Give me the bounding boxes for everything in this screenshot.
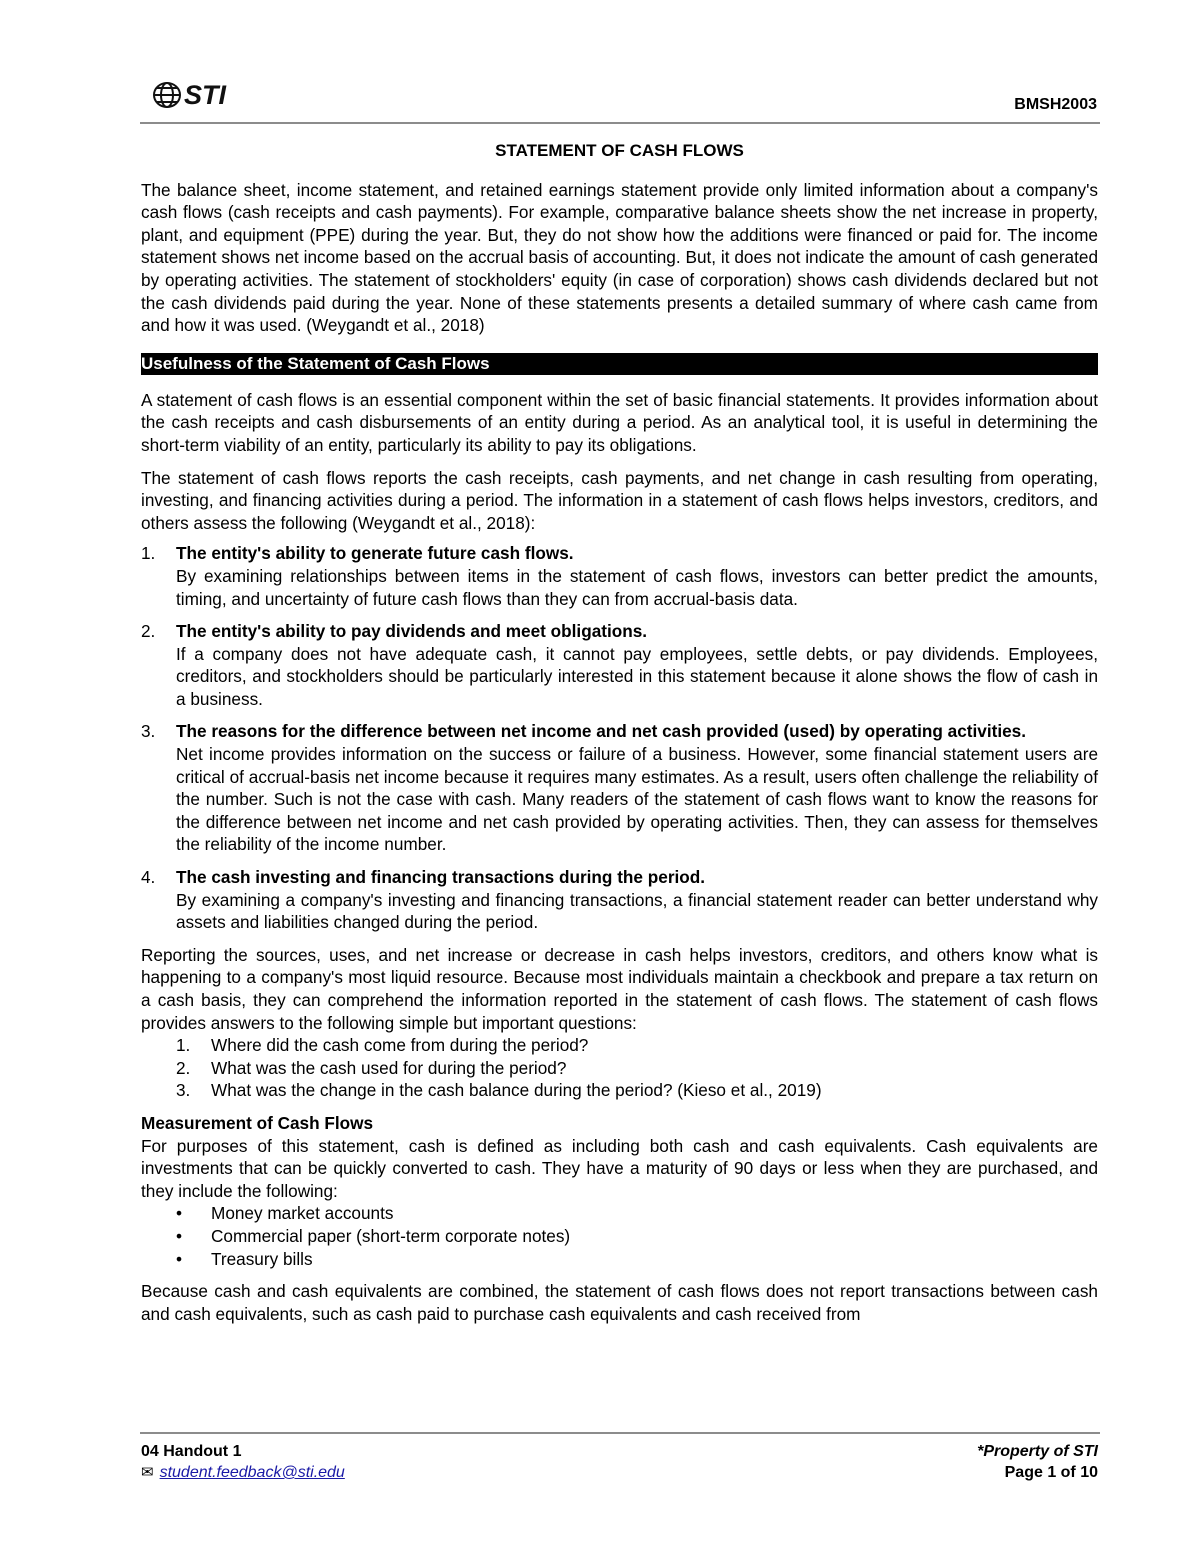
question-text: What was the cash used for during the period?: [211, 1057, 567, 1078]
bullet-icon: •: [176, 1248, 183, 1269]
bullet-list: [141, 1202, 1098, 1270]
subheading: Measurement of Cash Flows: [141, 1112, 374, 1133]
paragraph-2: The statement of cash flows reports the cash receipts, cash payments, and net change in cash resulting from operating, investing, and financing activities during a period. The information in a statement of cash flows helps investors, creditors, and others assess the following (Weygandt et al., 2018):: [141, 467, 1098, 533]
list-number: 4.: [141, 867, 156, 888]
question-list: [141, 1034, 1098, 1102]
bullet-item: [141, 1225, 1098, 1248]
question-item: [141, 1079, 1098, 1102]
list-number: 1.: [141, 543, 156, 564]
globe-icon: [152, 80, 186, 110]
paragraph-4: For purposes of this statement, cash is defined as including both cash and cash equivalents. Cash equivalents are investments that can be quickly converted to cash. They have a maturity of 90 days or less when they are purchased, and they include the following:: [141, 1135, 1098, 1201]
question-item: [141, 1034, 1098, 1057]
page-number: Page 1 of 10: [1004, 1464, 1098, 1481]
list-item: [141, 542, 1098, 610]
list-number: 2.: [141, 621, 156, 642]
bullet-icon: •: [176, 1225, 183, 1246]
header-divider: [140, 122, 1100, 124]
question-number: 3.: [176, 1080, 191, 1101]
feedback-email-row: [141, 1462, 345, 1483]
numbered-list: [141, 542, 1098, 934]
property-label: *Property of STI: [977, 1443, 1098, 1460]
list-item: [141, 620, 1098, 710]
list-item-description: Net income provides information on the success or failure of a business. However, some financial statement users are critical of accrual-basis net income because it requires many estimates. As a result, users often challenge the reliability of the number. Such is not the case with cash. Many readers of the statement of cash flows want to know the reasons for the difference between net income and net cash provided by operating activities. Then, they can assess for themselves the reliability of the income number.: [176, 744, 1098, 855]
list-item: [141, 866, 1098, 934]
bullet-text: Commercial paper (short-term corporate notes): [211, 1225, 571, 1246]
list-item-heading: The reasons for the difference between net income and net cash provided (used) by operating activities.: [176, 721, 1027, 742]
list-item-heading: The entity's ability to generate future cash flows.: [176, 543, 574, 564]
section-heading: [141, 353, 1098, 375]
bullet-icon: •: [176, 1203, 183, 1224]
document-title: STATEMENT OF CASH FLOWS: [495, 141, 744, 160]
question-number: 2.: [176, 1057, 191, 1078]
list-item-description: By examining relationships between items in the statement of cash flows, investors can better predict the amounts, timing, and uncertainty of future cash flows than they can from accrual-basis data.: [176, 565, 1098, 609]
bullet-text: Treasury bills: [211, 1248, 313, 1269]
course-code: BMSH2003: [1014, 96, 1097, 113]
question-item: [141, 1057, 1098, 1080]
bullet-item: [141, 1248, 1098, 1271]
paragraph-5: Because cash and cash equivalents are combined, the statement of cash flows does not report transactions between cash and cash equivalents, such as cash paid to purchase cash equivalents and cash received from: [141, 1281, 1098, 1324]
list-item-heading: The cash investing and financing transactions during the period.: [176, 867, 706, 888]
handout-label: 04 Handout 1: [141, 1443, 242, 1460]
sti-logo: [152, 78, 226, 112]
question-number: 1.: [176, 1035, 191, 1056]
list-item: [141, 720, 1098, 856]
footer-right: [977, 1441, 1098, 1483]
bullet-text: Money market accounts: [211, 1203, 394, 1224]
document-body: [141, 140, 1098, 1325]
envelope-icon: ✉: [141, 1464, 154, 1481]
footer-left: [141, 1441, 345, 1483]
paragraph-1: A statement of cash flows is an essential component within the set of basic financial statements. It provides information about the cash receipts and cash disbursements of an entity during a period. As an analytical tool, it is useful in determining the short-term viability of an entity, particularly its ability to pay its obligations.: [141, 389, 1098, 455]
question-text: What was the change in the cash balance during the period? (Kieso et al., 2019): [211, 1080, 822, 1101]
list-number: 3.: [141, 721, 156, 742]
intro-paragraph: The balance sheet, income statement, and retained earnings statement provide only limited information about a company's cash flows (cash receipts and cash payments). For example, comparative balance sheets show the net increase in property, plant, and equipment (PPE) during the year. But, they do not show how the additions were financed or paid for. The income statement shows net income based on the accrual basis of accounting. But, it does not indicate the amount of cash generated by operating activities. The statement of stockholders' equity (in case of corporation) shows cash dividends declared but not the cash dividends paid during the year. None of these statements presents a detailed summary of where cash came from and how it was used. (Weygandt et al., 2018): [141, 179, 1098, 336]
logo-text: STI: [184, 79, 227, 110]
list-item-heading: The entity's ability to pay dividends and meet obligations.: [176, 621, 648, 642]
question-text: Where did the cash come from during the period?: [211, 1035, 589, 1056]
footer-divider: [140, 1432, 1100, 1434]
feedback-email-link[interactable]: student.feedback@sti.edu: [159, 1464, 345, 1481]
paragraph-3: Reporting the sources, uses, and net increase or decrease in cash helps investors, creditors, and others know what is happening to a company's most liquid resource. Because most individuals maintain a checkbook and prepare a tax return on a cash basis, they can comprehend the information reported in the statement of cash flows. The statement of cash flows provides answers to the following simple but important questions:: [141, 944, 1098, 1033]
bullet-item: [141, 1202, 1098, 1225]
list-item-description: By examining a company's investing and financing transactions, a financial statement reader can better understand why assets and liabilities changed during the period.: [176, 889, 1098, 933]
section-heading-text: Usefulness of the Statement of Cash Flows: [141, 353, 490, 373]
list-item-description: If a company does not have adequate cash, it cannot pay employees, settle debts, or pay dividends. Employees, creditors, and stockholders should be particularly interested in this statement because it alone shows the flow of cash in a business.: [176, 643, 1098, 709]
